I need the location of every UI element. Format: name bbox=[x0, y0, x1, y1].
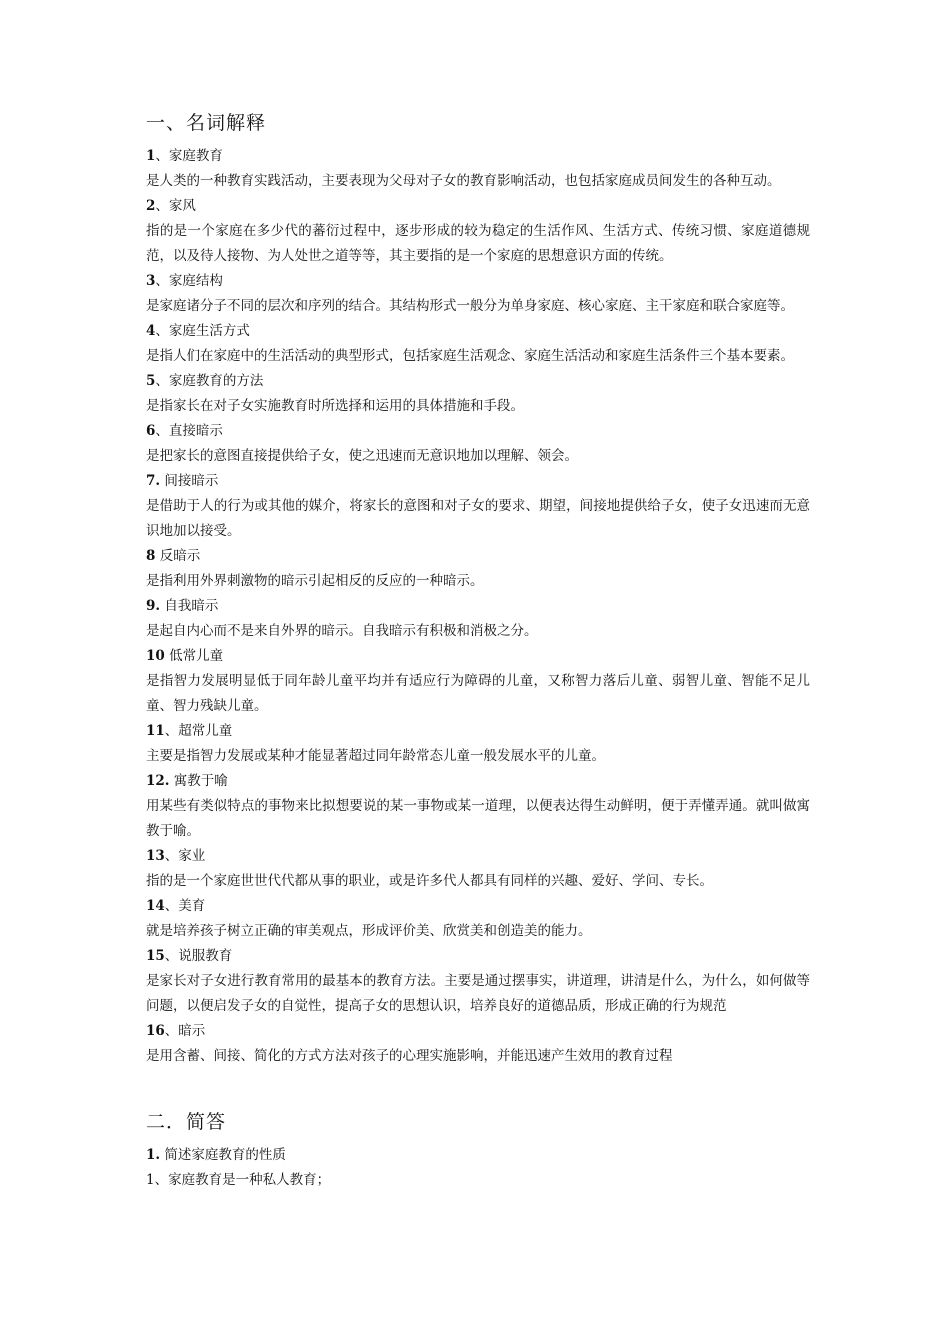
term-label: 暗示 bbox=[178, 1023, 206, 1039]
term-definition: 是把家长的意图直接提供给子女，使之迅速而无意识地加以理解、领会。 bbox=[146, 448, 578, 464]
answer-line: 1、家庭教育是一种私人教育； bbox=[146, 1172, 331, 1188]
term-number: 10 bbox=[146, 648, 165, 664]
term-heading bbox=[146, 469, 810, 494]
question-heading bbox=[146, 1143, 810, 1168]
term-heading bbox=[146, 544, 810, 569]
terms-list bbox=[146, 144, 810, 1069]
term-definition: 指的是一个家庭世世代代都从事的职业，或是许多代人都具有同样的兴趣、爱好、学问、专长。 bbox=[146, 873, 713, 889]
term-number: 5 bbox=[146, 373, 156, 389]
term-definition: 是指智力发展明显低于同年龄儿童平均并有适应行为障碍的儿童，又称智力落后儿童、弱智儿童、智能不足儿童、智力残缺儿童。 bbox=[146, 673, 810, 714]
term-label: 反暗示 bbox=[159, 548, 201, 564]
term-definition: 是起自内心而不是来自外界的暗示。自我暗示有积极和消极之分。 bbox=[146, 623, 538, 639]
term-heading bbox=[146, 644, 810, 669]
term-heading bbox=[146, 894, 810, 919]
term-definition: 指的是一个家庭在多少代的蕃衍过程中，逐步形成的较为稳定的生活作风、生活方式、传统习惯、家庭道德规范，以及待人接物、为人处世之道等等，其主要指的是一个家庭的思想意识方面的传统。 bbox=[146, 223, 810, 264]
term-separator: 、 bbox=[164, 948, 179, 964]
term-number: 9. bbox=[146, 598, 161, 614]
term-label: 家风 bbox=[168, 198, 196, 214]
term-label: 自我暗示 bbox=[164, 598, 219, 614]
term-number: 7. bbox=[146, 473, 161, 489]
term-definition: 就是培养孩子树立正确的审美观点，形成评价美、欣赏美和创造美的能力。 bbox=[146, 923, 592, 939]
term-separator: 、 bbox=[155, 273, 169, 289]
term-label: 家庭教育的方法 bbox=[168, 373, 264, 389]
term-heading bbox=[146, 419, 810, 444]
term-number: 16 bbox=[146, 1023, 165, 1039]
question-text: 简述家庭教育的性质 bbox=[164, 1147, 286, 1163]
term-heading bbox=[146, 844, 810, 869]
term-separator: 、 bbox=[155, 323, 169, 339]
term-number: 4 bbox=[146, 323, 156, 339]
term-heading bbox=[146, 269, 810, 294]
term-heading bbox=[146, 719, 810, 744]
term-number: 15 bbox=[146, 948, 165, 964]
term-heading bbox=[146, 944, 810, 969]
term-label: 家庭教育 bbox=[168, 148, 223, 164]
term-heading bbox=[146, 144, 810, 169]
term-separator: 、 bbox=[155, 423, 169, 439]
term-separator: 、 bbox=[164, 1023, 179, 1039]
term-definition: 主要是指智力发展或某种才能显著超过同年龄常态儿童一般发展水平的儿童。 bbox=[146, 748, 605, 764]
term-heading bbox=[146, 1019, 810, 1044]
term-number: 12. bbox=[146, 773, 170, 789]
term-heading bbox=[146, 319, 810, 344]
term-definition: 是人类的一种教育实践活动，主要表现为父母对子女的教育影响活动，也包括家庭成员间发生的各种互动。 bbox=[146, 173, 781, 189]
term-label: 间接暗示 bbox=[164, 473, 219, 489]
term-heading bbox=[146, 369, 810, 394]
term-label: 家业 bbox=[178, 848, 206, 864]
term-number: 14 bbox=[146, 898, 165, 914]
term-definition: 用某些有类似特点的事物来比拟想要说的某一事物或某一道理，以便表达得生动鲜明，便于弄懂弄通。就叫做寓教于喻。 bbox=[146, 798, 810, 839]
term-number: 3 bbox=[146, 273, 156, 289]
term-definition: 是指人们在家庭中的生活活动的典型形式，包括家庭生活观念、家庭生活活动和家庭生活条件三个基本要素。 bbox=[146, 348, 794, 364]
term-separator: 、 bbox=[155, 148, 169, 164]
term-heading bbox=[146, 594, 810, 619]
section-title-short-answer: 二．简答 bbox=[146, 1111, 227, 1133]
term-label: 家庭生活方式 bbox=[168, 323, 250, 339]
term-number: 1 bbox=[146, 148, 156, 164]
term-label: 直接暗示 bbox=[168, 423, 223, 439]
term-definition: 是指家长在对子女实施教育时所选择和运用的具体措施和手段。 bbox=[146, 398, 524, 414]
term-separator: 、 bbox=[164, 848, 179, 864]
term-number: 11 bbox=[146, 723, 165, 739]
section-title-terms: 一、名词解释 bbox=[146, 112, 267, 134]
term-separator: 、 bbox=[155, 198, 169, 214]
term-label: 寓教于喻 bbox=[173, 773, 228, 789]
term-definition: 是指利用外界刺激物的暗示引起相反的反应的一种暗示。 bbox=[146, 573, 484, 589]
term-number: 6 bbox=[146, 423, 156, 439]
term-separator: 、 bbox=[164, 723, 179, 739]
term-heading bbox=[146, 769, 810, 794]
term-label: 美育 bbox=[178, 898, 206, 914]
term-definition: 是用含蓄、间接、简化的方式方法对孩子的心理实施影响，并能迅速产生效用的教育过程 bbox=[146, 1048, 673, 1064]
term-definition: 是家长对子女进行教育常用的最基本的教育方法。主要是通过摆事实，讲道理，讲清是什么，为什么，如何做等问题，以便启发子女的自觉性，提高子女的思想认识，培养良好的道德品质，形成正确的行为规范 bbox=[146, 973, 810, 1014]
term-definition: 是家庭诸分子不同的层次和序列的结合。其结构形式一般分为单身家庭、核心家庭、主干家庭和联合家庭等。 bbox=[146, 298, 794, 314]
question-number: 1. bbox=[146, 1147, 161, 1163]
term-separator: 、 bbox=[155, 373, 169, 389]
term-heading bbox=[146, 194, 810, 219]
term-number: 8 bbox=[146, 548, 156, 564]
term-label: 说服教育 bbox=[178, 948, 233, 964]
term-definition: 是借助于人的行为或其他的媒介，将家长的意图和对子女的要求、期望，间接地提供给子女，使子女迅速而无意识地加以接受。 bbox=[146, 498, 810, 539]
term-label: 低常儿童 bbox=[169, 648, 224, 664]
term-label: 家庭结构 bbox=[168, 273, 223, 289]
term-number: 2 bbox=[146, 198, 156, 214]
document-page bbox=[146, 110, 810, 1193]
term-separator: 、 bbox=[164, 898, 179, 914]
term-number: 13 bbox=[146, 848, 165, 864]
term-label: 超常儿童 bbox=[178, 723, 233, 739]
